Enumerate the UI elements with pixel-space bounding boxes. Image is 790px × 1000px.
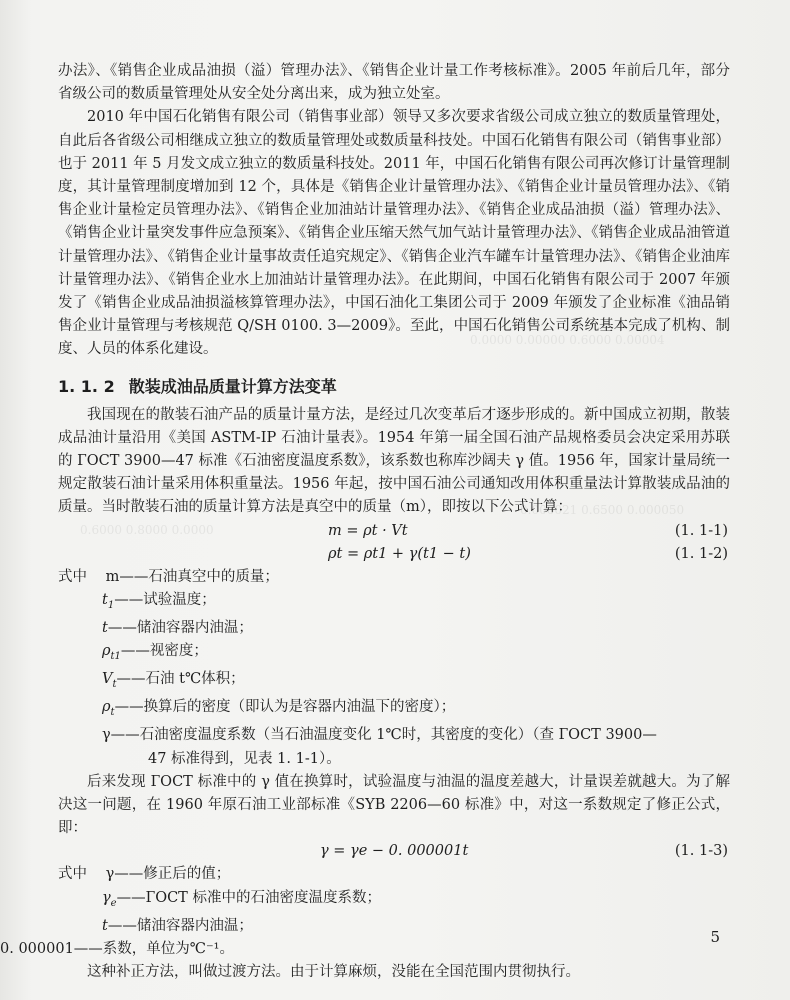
symbol: t [102,619,108,636]
paragraph-2: 2010 年中国石化销售有限公司（销售事业部）领导又多次要求省级公司成立独立的数质量管理处，自此后各省级公司相继成立独立的数质量管理处或数质量科技处。中国石化销售有限公司（销售事业部）也于 2011 年 5 月发文成立独立的数质量科技处。2011 年，中国石化销售有限公司再次修订计量管理制度，其计量管理制度增加到 12 个，具体是《销售企业计量管理办法》、《销售企业计量员管理办法》、《销售企业计量检定员管理办法》、《销售企业加油站计量管理办法》、《销售企业成品油损（溢）管理办法》、《销售企业计量突发事件应急预案》、《销售企业压缩天然气加气站计量管理办法》、《销售企业成品油管道计量管理办法》、《销售企业计量事故责任追究规定》、《销售企业汽车罐车计量管理办法》、《销售企业油库计量管理办法》、《销售企业水上加油站计量管理办法》。在此期间，中国石化销售有限公司于 2007 年颁发了《销售企业成品油损溢核算管理办法》，中国石油化工集团公司于 2009 年颁发了企业标准《油品销售企业计量管理与考核规范 Q/SH 0100. 3—2009》。至此，中国石化销售公司系统基本完成了机构、制度、人员的体系化建设。 [58,109,730,358]
definition-gamma-continued [58,748,730,771]
paragraph-4: 后来发现 ГОСТ 标准中的 γ 值在换算时，试验温度与油温的温度差越大，计量误差就越大。为了解决这一问题，在 1960 年原石油工业部标准《SYB 2206—60 标准》中，对这一系数规定了修正公式，即： [58,773,730,837]
formula-expression: ρt = ρt1 + γ(t1 − t) [328,545,471,562]
definition-m [58,566,730,589]
definition-text: ——ГОСТ 标准中的石油密度温度系数； [116,889,381,906]
show-through: 0.000021 0.6500 0.000050 [520,503,685,517]
symbol: $\rho_t$ [102,699,115,719]
definition-coefficient [0,938,730,961]
equation-number: (1. 1-3) [674,843,728,860]
definition-gamma [58,724,730,747]
paragraph-3: 我国现在的散装石油产品的质量计量方法，是经过几次变革后才逐步形成的。新中国成立初期，散装成品油计量沿用《美国 ASTM-IP 石油计量表》。1954 年第一届全国石油产品规格委员会决定采用苏联的 ГОСТ 3900—47 标准《石油密度温度系数》，该系数也称库沙阔夫 γ 值。1956 年，国家计量局统一规定散装石油计量采用体积重量法。1956 年起，按中国石油公司通知改用体积重量法计算散装成品油的质量。当时散装石油的质量计算方法是真空中的质量（m），即按以下公式计算： [58,406,730,516]
symbol: $\gamma_e$ [102,889,117,909]
section-title: 散装成油品质量计算方法变革 [128,376,337,396]
equation-number: (1. 1-1) [674,522,728,539]
show-through: 0.0000 0.00000 0.6000 0.00004 [470,333,665,347]
page-number: 5 [710,928,720,946]
formula-expression: γ = γe − 0. 000001t [320,843,469,860]
formula-expression: m = ρt · Vt [328,522,408,539]
definition-vt [58,668,730,696]
symbol: $t_1$ [102,591,115,611]
definition-t [58,617,730,640]
formula-1-1-1 [58,520,730,543]
definition-text: ——储油容器内油温； [107,917,253,934]
definition-t1 [58,589,730,617]
equation-number: (1. 1-2) [674,545,728,562]
paragraph-5: 这种补正方法，叫做过渡方法。由于计算麻烦，没能在全国范围内贯彻执行。 [87,964,580,981]
definition-text: γ——石油密度温度系数（当石油温度变化 1℃时，其密度的变化）（查 ГОСТ 3900— [102,727,657,744]
symbol: t [102,917,108,934]
definition-text: ——试验温度； [114,591,216,608]
definition-text: ——储油容器内油温； [107,619,253,636]
definition-lead: 式中 [58,568,87,585]
definition-t-oil [58,915,730,938]
symbol: $V_t$ [102,671,117,691]
definition-text: ——视密度； [120,643,208,660]
definition-text: 0. 000001——系数，单位为℃⁻¹。 [0,940,234,957]
formula-1-1-2 [58,543,730,566]
symbol: $\rho_{t1}$ [102,643,121,663]
paragraph-1: 办法》、《销售企业成品油损（溢）管理办法》、《销售企业计量工作考核标准》。2005 年前后几年，部分省级公司的数质量管理处从安全处分离出来，成为独立处室。 [58,63,730,103]
definition-text: ——换算后的密度（即认为是容器内油温下的密度）； [114,699,456,716]
definition-rho-t1 [58,640,730,668]
section-number: 1. 1. 2 [58,376,115,396]
section-heading [58,374,730,400]
formula-1-1-3 [58,840,730,863]
definition-text: γ——修正后的值； [105,866,231,883]
definition-rho-t [58,696,730,724]
definition-gamma-e [58,887,730,915]
show-through: 0.6000 0.8000 0.0000 [80,523,214,537]
definition-text: m——石油真空中的质量； [105,568,279,585]
page-body [0,60,730,984]
definition-text: ——石油 t℃体积； [116,671,245,688]
definition-lead: 式中 [58,866,87,883]
definition-text: 47 标准得到，见表 1. 1-1）。 [148,750,341,767]
definition-gamma-corrected [58,863,730,886]
